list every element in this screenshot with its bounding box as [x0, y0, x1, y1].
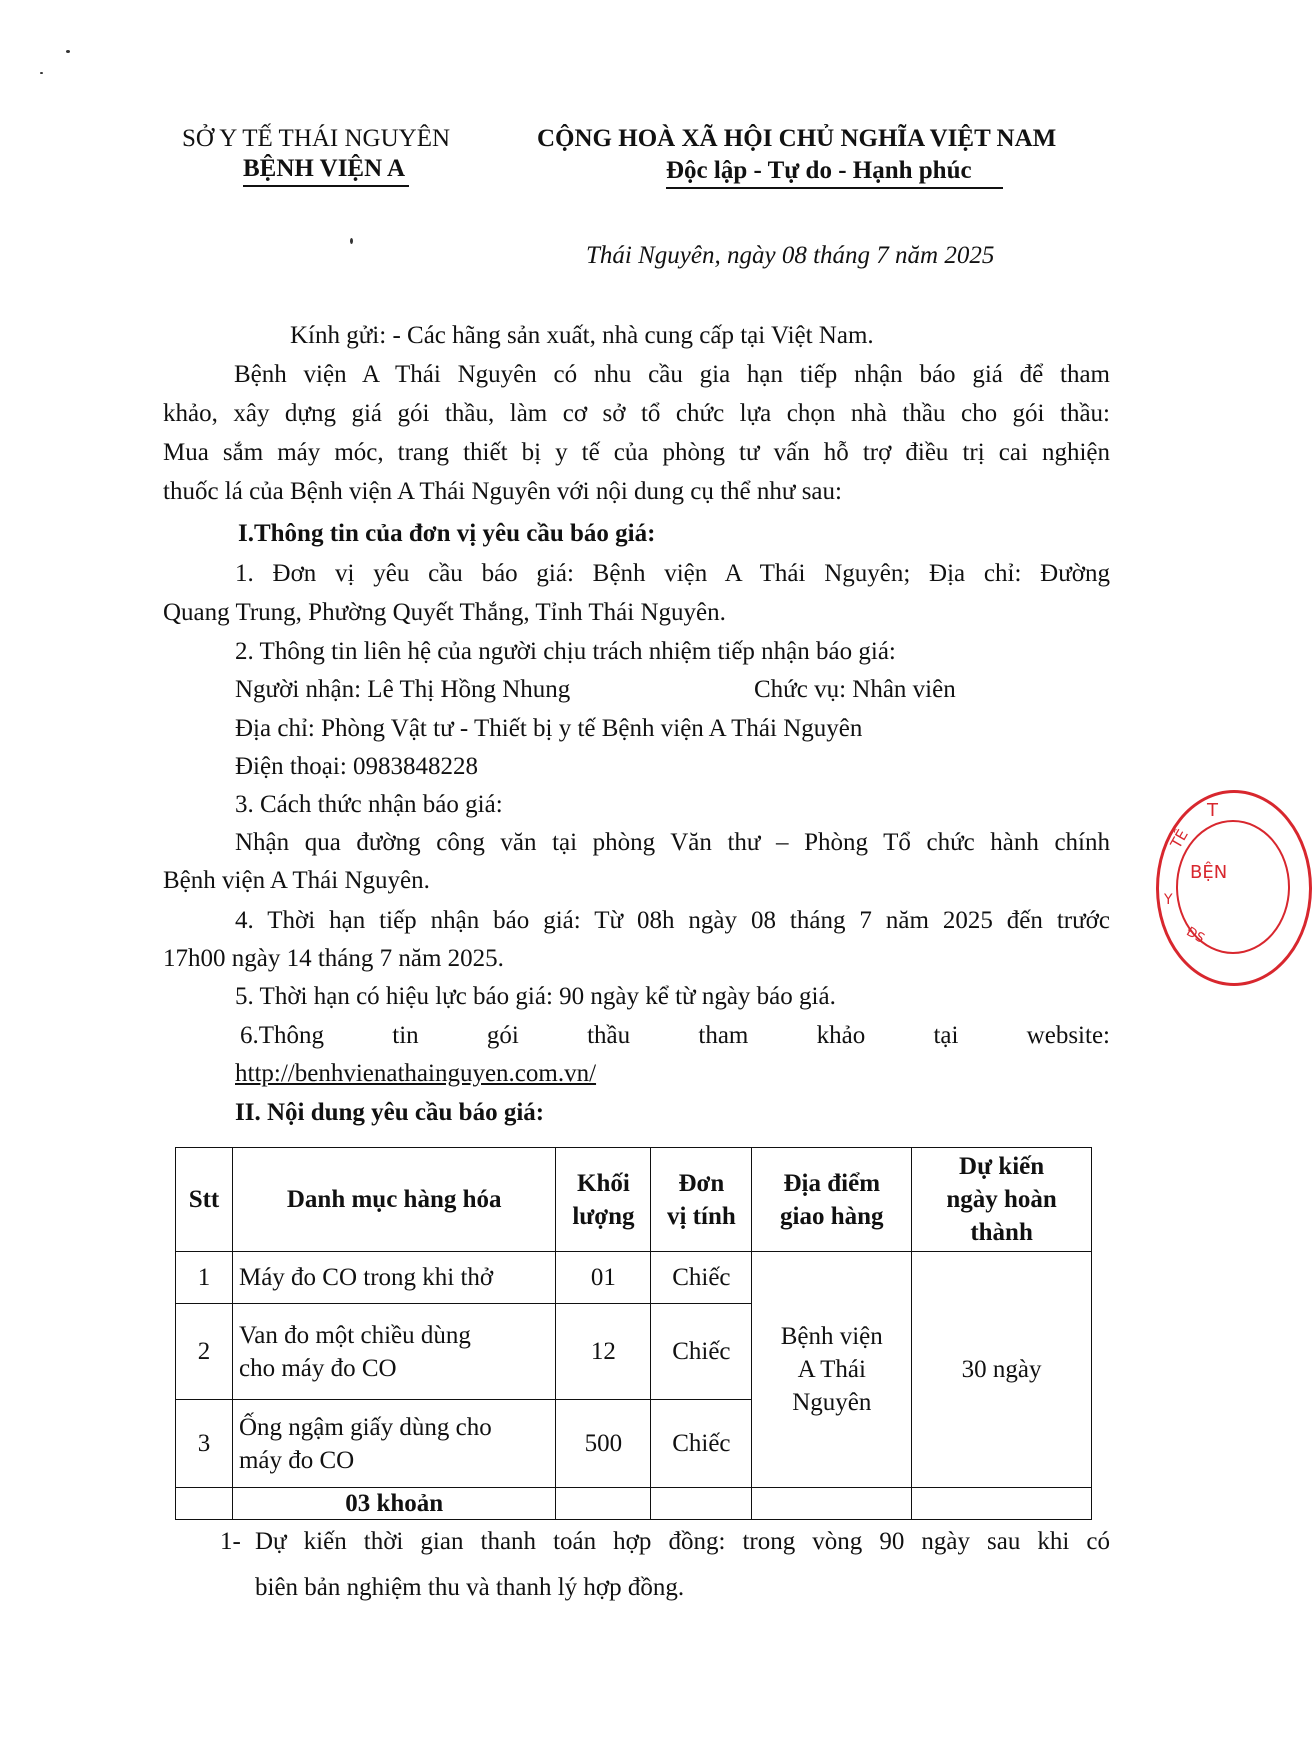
scan-speck	[350, 238, 353, 244]
table-row	[176, 1252, 1092, 1304]
row-stt: 2	[176, 1304, 233, 1400]
nation-title: CỘNG HOÀ XÃ HỘI CHỦ NGHĨA VIỆT NAM	[537, 125, 1057, 152]
receiver-name: Người nhận: Lê Thị Hồng Nhung	[235, 676, 571, 703]
row-qty: 01	[556, 1252, 651, 1304]
item-1-line-1: 1. Đơn vị yêu cầu báo giá: Bệnh viện A Thái Nguyên; Địa chỉ: Đường	[235, 560, 1110, 587]
total-delivery	[752, 1488, 912, 1520]
delivery-location: Bệnh viện A Thái Nguyên	[752, 1252, 912, 1488]
payment-number: 1-	[220, 1528, 241, 1555]
stamp-text-bottom: ĐS	[1183, 924, 1207, 947]
item-1-line-2: Quang Trung, Phường Quyết Thắng, Tỉnh Thái Nguyên.	[163, 599, 726, 626]
scan-speck	[40, 72, 43, 74]
intro-line-2: khảo, xây dựng giá gói thầu, làm cơ sở tổ chức lựa chọn nhà thầu cho gói thầu:	[163, 400, 1110, 427]
item-6: 6.Thông tin gói thầu tham khảo tại website:	[240, 1022, 1110, 1049]
header-unit: Đơn vị tính	[651, 1148, 752, 1252]
receiver-phone: Điện thoại: 0983848228	[235, 753, 479, 780]
stamp-text-mid: BỆN	[1190, 862, 1228, 883]
total-qty	[556, 1488, 651, 1520]
section-1-heading: I.Thông tin của đơn vị yêu cầu báo giá:	[238, 520, 656, 547]
payment-line-1: Dự kiến thời gian thanh toán hợp đồng: trong vòng 90 ngày sau khi có	[255, 1528, 1110, 1555]
table-total-row	[176, 1488, 1092, 1520]
total-unit	[651, 1488, 752, 1520]
row-qty: 500	[556, 1400, 651, 1488]
receiver-position: Chức vụ: Nhân viên	[754, 676, 956, 703]
row-unit: Chiếc	[651, 1304, 752, 1400]
row-item: Van đo một chiều dùng cho máy đo CO	[232, 1304, 555, 1400]
quote-table	[175, 1147, 1092, 1520]
website-link[interactable]: http://benhvienathainguyen.com.vn/	[235, 1060, 597, 1087]
header-stt: Stt	[176, 1148, 233, 1252]
item-3: 3. Cách thức nhận báo giá:	[235, 791, 503, 818]
header-qty: Khối lượng	[556, 1148, 651, 1252]
row-unit: Chiếc	[651, 1252, 752, 1304]
header-delivery: Địa điểm giao hàng	[752, 1148, 912, 1252]
section-2-heading: II. Nội dung yêu cầu báo giá:	[235, 1099, 545, 1126]
intro-line-1: Bệnh viện A Thái Nguyên có nhu cầu gia hạn tiếp nhận báo giá để tham	[234, 361, 1110, 388]
hospital-name: BỆNH VIỆN A	[243, 155, 406, 182]
row-item: Ống ngậm giấy dùng cho máy đo CO	[232, 1400, 555, 1488]
header-item: Danh mục hàng hóa	[232, 1148, 555, 1252]
item-4-line-1: 4. Thời hạn tiếp nhận báo giá: Từ 08h ngày 08 tháng 7 năm 2025 đến trước	[235, 907, 1110, 934]
motto-underline	[666, 187, 1003, 189]
stamp-text-left: TẾ	[1166, 826, 1192, 852]
completion-days: 30 ngày	[912, 1252, 1092, 1488]
receiver-address: Địa chỉ: Phòng Vật tư - Thiết bị y tế Bệnh viện A Thái Nguyên	[235, 715, 863, 742]
recipient-line: Kính gửi: - Các hãng sản xuất, nhà cung cấp tại Việt Nam.	[290, 322, 874, 349]
row-item: Máy đo CO trong khi thở	[232, 1252, 555, 1304]
national-motto: Độc lập - Tự do - Hạnh phúc	[666, 157, 972, 184]
scan-speck	[66, 50, 70, 53]
total-count: 03 khoản	[232, 1488, 555, 1520]
date-line: Thái Nguyên, ngày 08 tháng 7 năm 2025	[586, 242, 995, 269]
item-3-line-1: Nhận qua đường công văn tại phòng Văn thư – Phòng Tổ chức hành chính	[235, 829, 1110, 856]
agency-name: SỞ Y TẾ THÁI NGUYÊN	[182, 125, 451, 152]
row-qty: 12	[556, 1304, 651, 1400]
intro-line-4: thuốc lá của Bệnh viện A Thái Nguyên với nội dung cụ thể như sau:	[163, 478, 842, 505]
hospital-underline	[243, 185, 409, 187]
row-stt: 1	[176, 1252, 233, 1304]
item-4-line-2: 17h00 ngày 14 tháng 7 năm 2025.	[163, 945, 504, 972]
row-unit: Chiếc	[651, 1400, 752, 1488]
payment-line-2: biên bản nghiệm thu và thanh lý hợp đồng.	[255, 1574, 685, 1601]
stamp-text-y: Y	[1164, 892, 1173, 908]
total-completion	[912, 1488, 1092, 1520]
stamp-text-top: T	[1207, 800, 1218, 821]
item-3-line-2: Bệnh viện A Thái Nguyên.	[163, 867, 430, 894]
item-2: 2. Thông tin liên hệ của người chịu trách nhiệm tiếp nhận báo giá:	[235, 638, 896, 665]
table-header-row	[176, 1148, 1092, 1252]
row-stt: 3	[176, 1400, 233, 1488]
item-5: 5. Thời hạn có hiệu lực báo giá: 90 ngày kể từ ngày báo giá.	[235, 983, 836, 1010]
header-completion: Dự kiến ngày hoàn thành	[912, 1148, 1092, 1252]
intro-line-3: Mua sắm máy móc, trang thiết bị y tế của phòng tư vấn hỗ trợ điều trị cai nghiện	[163, 439, 1110, 466]
total-stt	[176, 1488, 233, 1520]
